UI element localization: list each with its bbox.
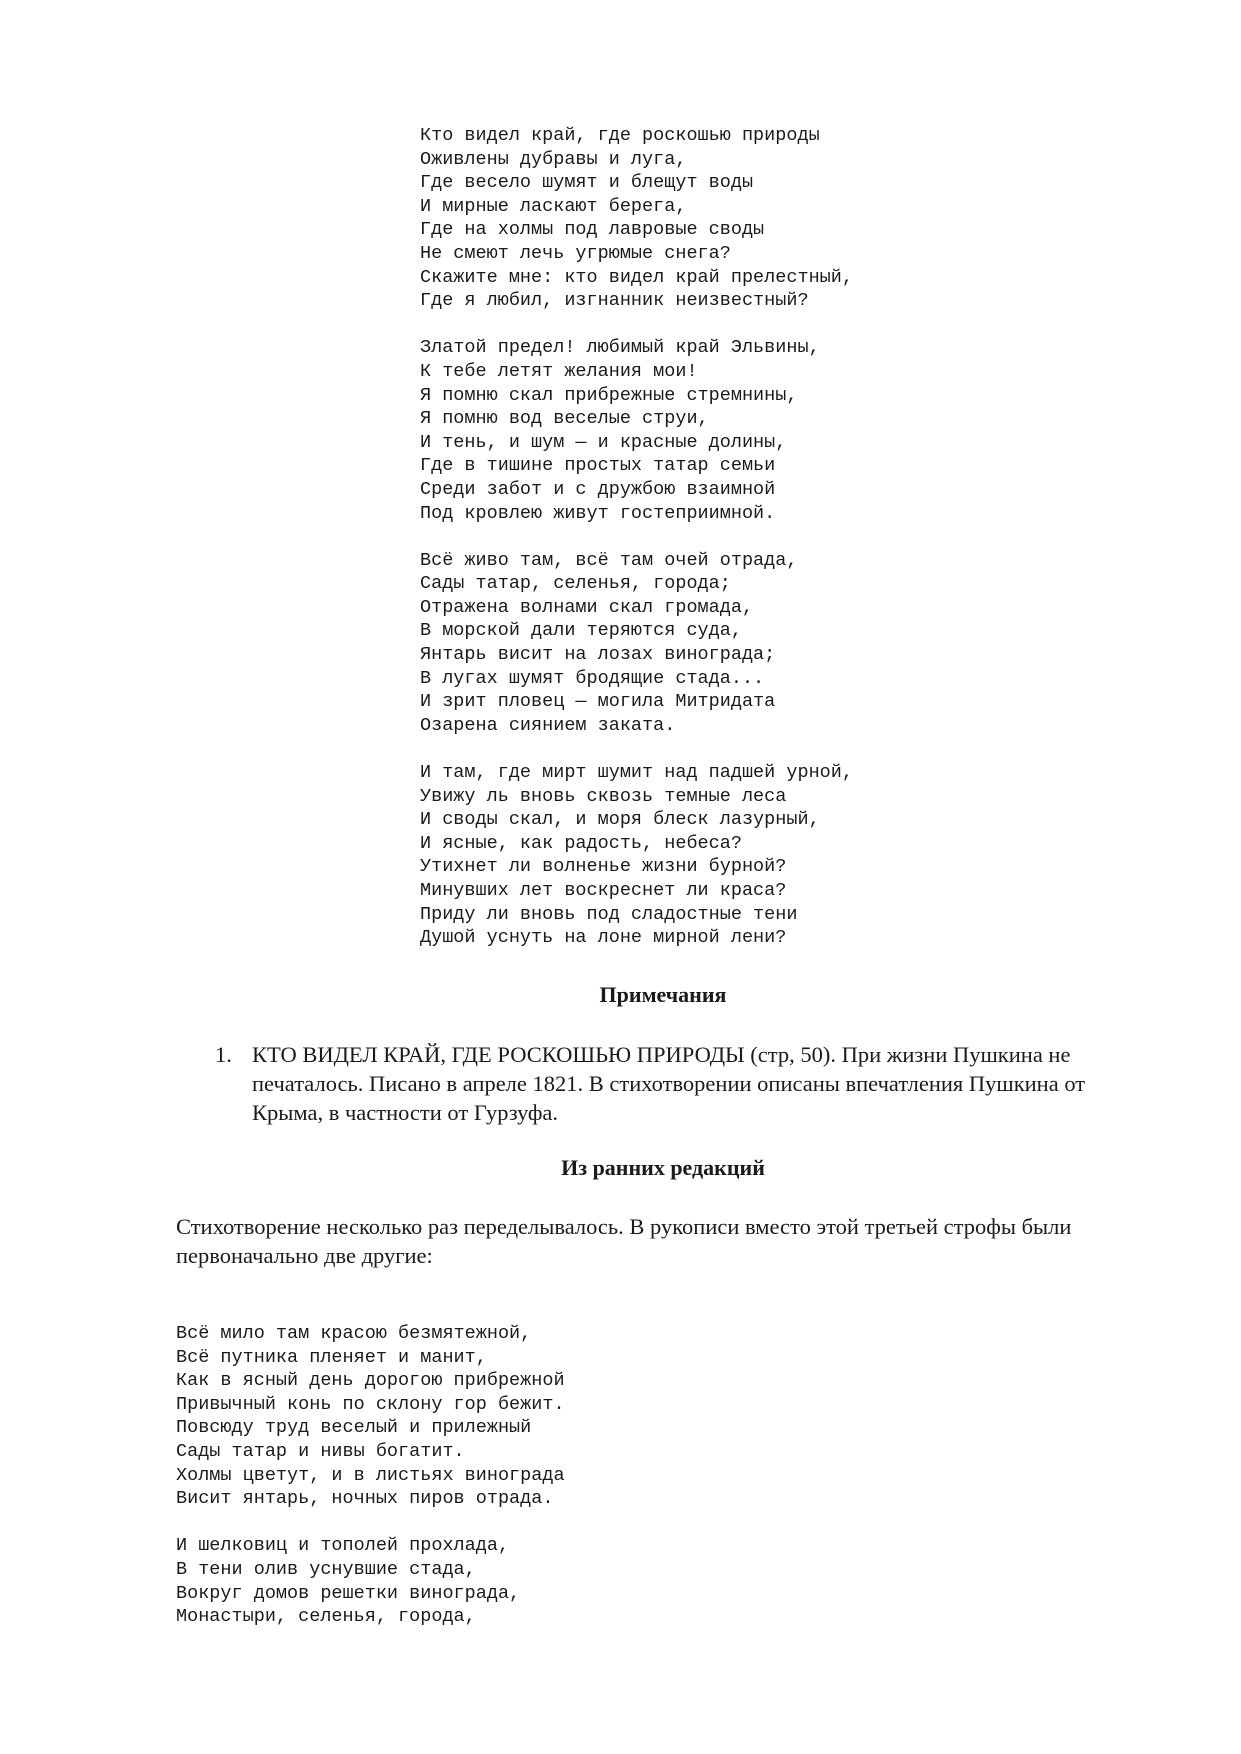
poem-line: Златой предел! любимый край Эльвины, [420, 337, 820, 359]
poem-line: Янтарь висит на лозах винограда; [420, 644, 776, 666]
poem-line: К тебе летят желания мои! [420, 360, 698, 382]
redaction-line: Сады татар и нивы богатит. [176, 1440, 465, 1462]
poem-line: Минувших лет воскреснет ли краса? [420, 880, 787, 901]
early-redactions-heading: Из ранних редакций [561, 1155, 765, 1180]
poem-line: Увижу ль вновь сквозь темные леса [420, 785, 787, 807]
redaction-line: Привычный конь по склону гор бежит. [176, 1393, 565, 1415]
poem-line: Под кровлею живут гостеприимной. [420, 502, 776, 524]
redaction-line: Монастыри, селенья, города, [176, 1606, 476, 1628]
early-redaction-verses [176, 1322, 565, 1652]
redaction-line: Холмы цветут, и в листьях винограда [176, 1464, 565, 1486]
poem-line: Утихнет ли волненье жизни бурной? [420, 856, 787, 878]
poem-line: Оживлены дубравы и луга, [420, 148, 687, 170]
note-text: КТО ВИДЕЛ КРАЙ, ГДЕ РОСКОШЬЮ ПРИРОДЫ (стр, 50). При жизни Пушкина не печаталось. Писано в апреле 1821. В стихотворении описаны впечатления Пушкина от Крыма, в частности от Гурзуфа. [252, 1042, 1086, 1125]
poem-line: Отражена волнами скал громада, [420, 596, 754, 618]
redaction-line: Всё мило там красою безмятежной, [176, 1323, 532, 1344]
poem-line: Где на холмы под лавровые своды [420, 219, 765, 241]
redaction-line: Вокруг домов решетки винограда, [176, 1582, 521, 1604]
poem-line: Где весело шумят и блещут воды [420, 172, 754, 194]
redaction-stanza [176, 1322, 565, 1511]
notes-list [215, 1040, 1152, 1127]
poem-line: Я помню скал прибрежные стремнины, [420, 384, 798, 406]
note-number: 1. [215, 1042, 232, 1067]
poem-stanza [420, 124, 853, 313]
poem-line: И зрит пловец — могила Митридата [420, 691, 776, 713]
poem-line: Где я любил, изгнанник неизвестный? [420, 290, 809, 312]
redaction-line: Висит янтарь, ночных пиров отрада. [176, 1488, 554, 1510]
poem-line: И мирные ласкают берега, [420, 195, 687, 217]
redaction-line: В тени олив уснувшие стада, [176, 1558, 476, 1580]
poem-line: Озарена сиянием заката. [420, 714, 676, 736]
poem-line: Приду ли вновь под сладостные тени [420, 903, 798, 925]
redaction-line: Повсюду труд веселый и прилежный [176, 1417, 532, 1439]
poem-line: В морской дали теряются суда, [420, 620, 742, 642]
poem-line: Я помню вод веселые струи, [420, 408, 709, 430]
poem-stanza [420, 549, 853, 738]
redaction-line: И шелковиц и тополей прохлада, [176, 1535, 510, 1557]
poem-stanza [420, 336, 853, 525]
redactions-intro-paragraph: Стихотворение несколько раз переделывалось. В рукописи вместо этой третьей строфы были первоначально две другие: [176, 1214, 1072, 1268]
notes-heading: Примечания [599, 982, 727, 1007]
poem-line: Где в тишине простых татар семьи [420, 455, 776, 477]
poem-line: Скажите мне: кто видел край прелестный, [420, 266, 853, 288]
poem-line: Не смеют лечь угрюмые снега? [420, 242, 731, 264]
poem-line: Сады татар, селенья, города; [420, 573, 731, 595]
poem-line: Всё живо там, всё там очей отрада, [420, 549, 798, 571]
poem-line: И ясные, как радость, небеса? [420, 832, 742, 854]
redaction-line: Всё путника пленяет и манит, [176, 1346, 487, 1368]
redaction-stanza [176, 1534, 565, 1628]
poem-line: И там, где мирт шумит над падшей урной, [420, 762, 853, 784]
poem [420, 124, 853, 973]
note-item [215, 1040, 1152, 1127]
poem-line: Среди забот и с дружбою взаимной [420, 478, 776, 500]
poem-line: И тень, и шум — и красные долины, [420, 431, 787, 453]
poem-stanza [420, 761, 853, 950]
poem-line: И своды скал, и моря блеск лазурный, [420, 809, 820, 831]
redaction-line: Как в ясный день дорогою прибрежной [176, 1370, 565, 1392]
poem-line: Кто видел край, где роскошью природы [420, 125, 820, 146]
poem-line: В лугах шумят бродящие стада... [420, 667, 765, 689]
poem-line: Душой уснуть на лоне мирной лени? [420, 927, 787, 949]
